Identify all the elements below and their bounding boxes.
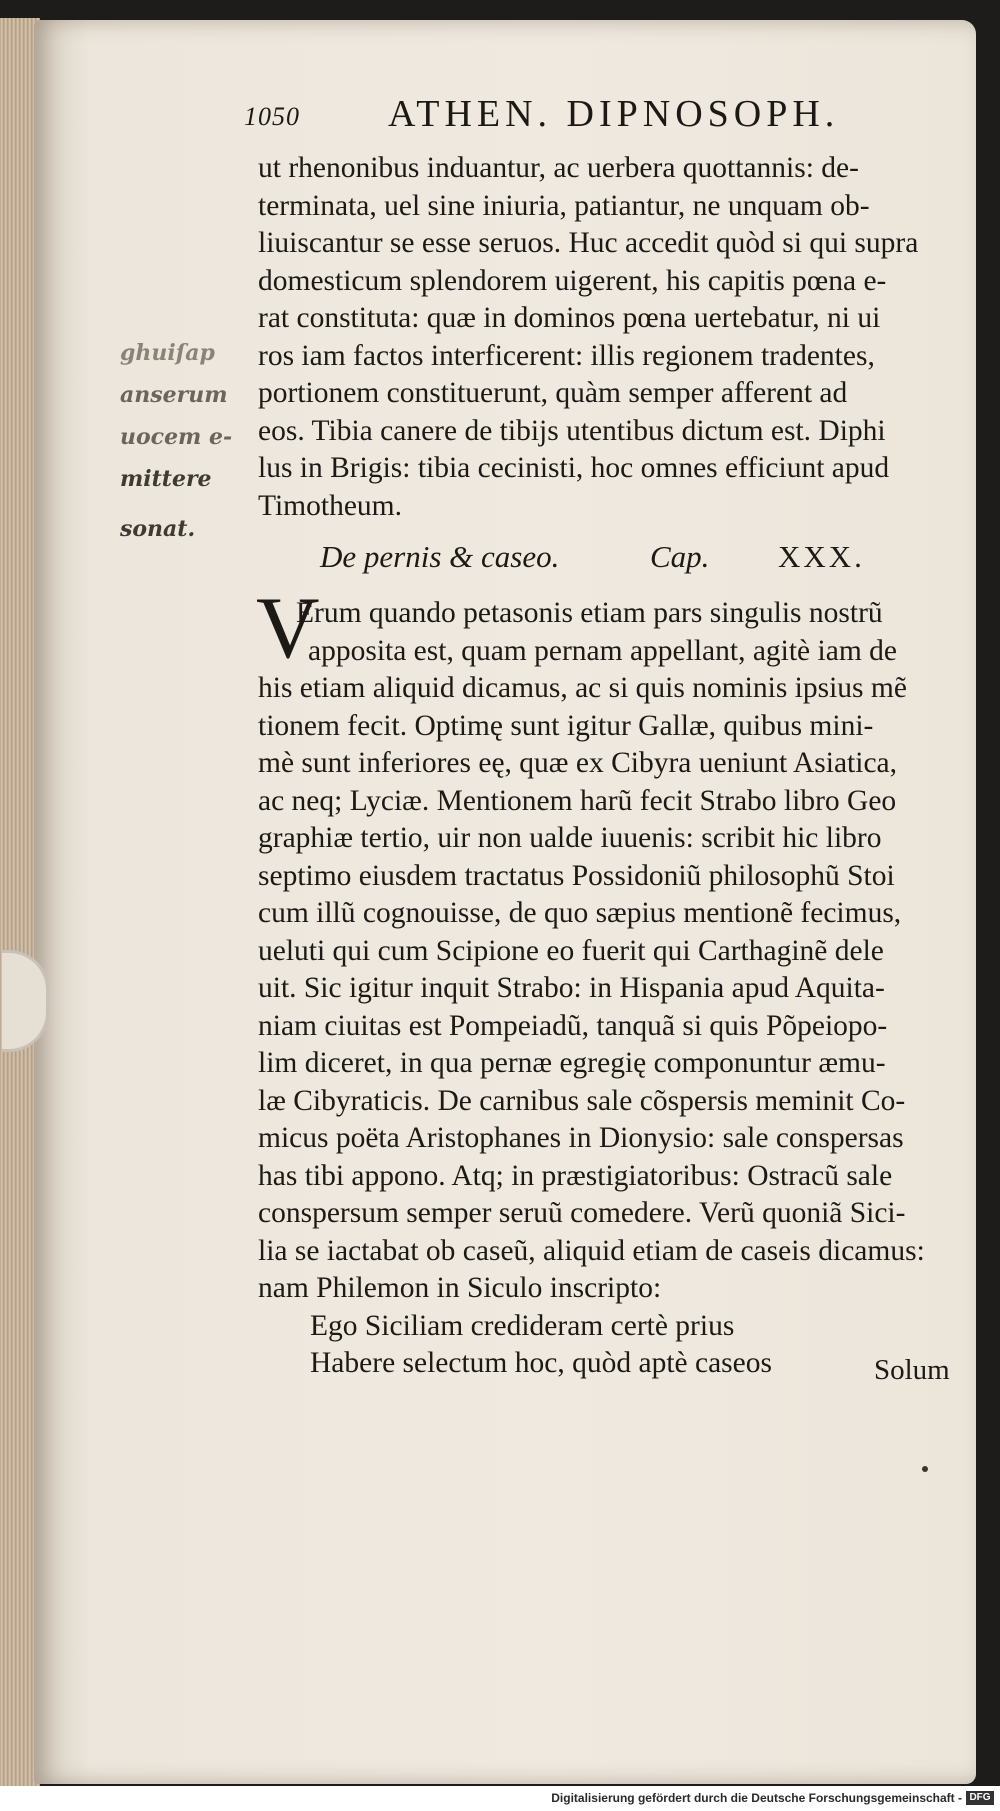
- catchword: Solum: [874, 1354, 950, 1386]
- page-number: 1050: [244, 102, 300, 131]
- drop-cap: V: [256, 580, 320, 677]
- text-line: tionem fecit. Optimę sunt igitur Gallæ, quibus mini-: [258, 709, 874, 742]
- text-line: mè sunt inferiores eę, quæ ex Cibyra ueniunt Asiatica,: [258, 747, 898, 779]
- chapter-cap-label: Cap.: [650, 539, 710, 575]
- margin-note-line: uocem e-: [120, 424, 233, 450]
- text-line: ueluti qui cum Scipione eo fuerit qui Carthaginẽ dele: [258, 934, 884, 967]
- text-line: portionem constituerunt, quàm semper afferent ad: [258, 377, 848, 409]
- page-text: [258, 150, 950, 1383]
- text-line: his etiam aliquid dicamus, ac si quis nominis ipsius mẽ: [258, 672, 907, 704]
- text-line: lus in Brigis: tibia cecinisti, hoc omnes efficiunt apud: [258, 452, 890, 484]
- text-line: terminata, uel sine iniuria, patiantur, ne unquam ob-: [258, 189, 870, 222]
- text-line: liuiscantur se esse seruos. Huc accedit quòd si qui supra: [258, 227, 919, 259]
- text-line: ac neq; Lyciæ. Mentionem harũ fecit Strabo libro Geo: [258, 784, 897, 817]
- text-line: eos. Tibia canere de tibijs utentibus dictum est. Diphi: [258, 414, 886, 447]
- running-title: ATHEN. DIPNOSOPH.: [388, 93, 840, 135]
- chapter-title: De pernis & caseo.: [320, 539, 560, 575]
- running-head: [244, 92, 884, 142]
- ink-spot: [922, 1466, 928, 1472]
- text-line: graphiæ tertio, uir non ualde iuuenis: scribit hic libro: [258, 822, 882, 854]
- margin-note-line: sonat.: [120, 516, 196, 542]
- margin-note-line: mittere: [120, 466, 212, 492]
- text-line: lia se iactabat ob caseũ, aliquid etiam de caseis dicamus:: [258, 1234, 925, 1267]
- dfg-logo: DFG: [966, 1791, 994, 1805]
- text-line: cum illũ cognouisse, de quo sæpius mentionẽ fecimus,: [258, 897, 902, 929]
- text-line: Erum quando petasonis etiam pars singulis nostrũ: [296, 597, 883, 629]
- text-line: uit. Sic igitur inquit Strabo: in Hispania apud Aquita-: [258, 972, 885, 1004]
- funding-credit: Digitalisierung gefördert durch die Deutsche Forschungsgemeinschaft -: [551, 1791, 962, 1805]
- text-line: ut rhenonibus induantur, ac uerbera quottannis: de-: [258, 152, 859, 184]
- margin-note-line: ghuiſap: [120, 340, 215, 366]
- text-line: septimo eiusdem tractatus Possidoniũ philosophũ Stoi: [258, 859, 895, 892]
- chapter-heading: [258, 525, 950, 589]
- text-line: apposita est, quam pernam appellant, agitè iam de: [308, 634, 897, 667]
- margin-note-line: anserum: [120, 382, 228, 408]
- verse-quote: [258, 1308, 950, 1383]
- verse-line: Ego Siciliam credideram certè prius: [310, 1309, 735, 1342]
- text-line: lim diceret, in qua pernæ egregię componuntur æmu-: [258, 1047, 886, 1079]
- text-line: domesticum splendorem uigerent, his capitis pœna e-: [258, 264, 887, 297]
- text-line: nam Philemon in Siculo inscripto:: [258, 1272, 662, 1304]
- chapter-number: XXX.: [778, 539, 865, 575]
- text-line: niam ciuitas est Pompeiadũ, tanquã si quis Põpeiopo-: [258, 1009, 888, 1042]
- digitization-footer: [0, 1786, 1000, 1811]
- margin-note: [120, 332, 250, 550]
- text-line: rat constituta: quæ in dominos pœna uertebatur, ni ui: [258, 302, 881, 334]
- text-line: ros iam factos interficerent: illis regionem tradentes,: [258, 339, 875, 372]
- body-paragraph: [258, 150, 950, 525]
- text-line: læ Cibyraticis. De carnibus sale cõspersis meminit Co-: [258, 1084, 906, 1117]
- text-line: Timotheum.: [258, 489, 402, 522]
- text-line: micus poëta Aristophanes in Dionysio: sale conspersas: [258, 1122, 904, 1154]
- text-line: conspersum semper seruũ comedere. Verũ quoniã Sici-: [258, 1197, 906, 1229]
- chapter-paragraph: [256, 580, 950, 1308]
- verse-line: Habere selectum hoc, quòd aptè caseos: [310, 1347, 772, 1379]
- text-line: has tibi appono. Atq; in præstigiatoribus: Ostracũ sale: [258, 1159, 893, 1192]
